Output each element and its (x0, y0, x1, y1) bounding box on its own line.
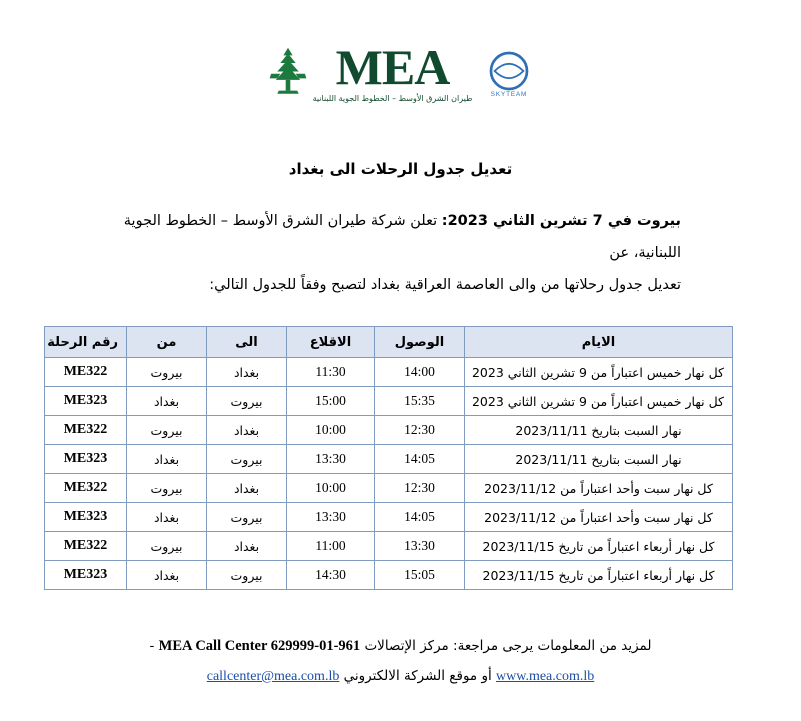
table-row (45, 532, 733, 561)
table-header-row (45, 327, 733, 358)
mea-logo (0, 32, 801, 112)
footer-contact-suffix: - (149, 638, 159, 654)
intro-paragraph (120, 205, 681, 301)
cell-departure: 13:30 (287, 445, 375, 474)
cell-from: بيروت (127, 358, 207, 387)
logo-inner (265, 38, 537, 103)
column-header-arrival: الوصول (375, 327, 465, 358)
cell-departure: 15:00 (287, 387, 375, 416)
cell-days: كل نهار خميس اعتباراً من 9 تشرين الثاني 2023 (465, 358, 733, 387)
cell-flight: ME323 (45, 387, 127, 416)
cell-to: بيروت (207, 503, 287, 532)
cell-from: بيروت (127, 416, 207, 445)
cell-flight: ME323 (45, 445, 127, 474)
cell-to: بغداد (207, 532, 287, 561)
footer-callcenter-number: MEA Call Center 629999-01-961 (158, 638, 361, 654)
paragraph-line1: تعلن شركة طيران الشرق الأوسط – الخطوط الجوية اللبنانية، عن (123, 213, 681, 261)
cell-to: بيروت (207, 561, 287, 590)
column-header-departure: الاقلاع (287, 327, 375, 358)
table-row (45, 474, 733, 503)
footer-contact-prefix: لمزيد من المعلومات يرجى مراجعة: مركز الإتصالات (360, 638, 652, 654)
footer-contact-line (60, 632, 741, 660)
cell-days: كل نهار خميس اعتباراً من 9 تشرين الثاني 2023 (465, 387, 733, 416)
cell-to: بيروت (207, 445, 287, 474)
cedar-tree-icon (265, 46, 311, 100)
cell-flight: ME322 (45, 474, 127, 503)
cell-departure: 11:30 (287, 358, 375, 387)
flights-table (44, 326, 733, 590)
cell-departure: 11:00 (287, 532, 375, 561)
logo-brand-text: MEA (335, 38, 450, 95)
cell-departure: 13:30 (287, 503, 375, 532)
paragraph-lead: بيروت في 7 تشرين الثاني 2023: (441, 213, 681, 229)
cell-departure: 10:00 (287, 474, 375, 503)
cell-arrival: 12:30 (375, 416, 465, 445)
column-header-from: من (127, 327, 207, 358)
cell-departure: 10:00 (287, 416, 375, 445)
cell-days: كل نهار سبت وأحد اعتباراً من 2023/11/12 (465, 503, 733, 532)
cell-days: نهار السبت بتاريخ 2023/11/11 (465, 445, 733, 474)
column-header-flight: رقم الرحلة (45, 327, 127, 358)
cell-flight: ME323 (45, 503, 127, 532)
cell-flight: ME322 (45, 532, 127, 561)
table-row (45, 503, 733, 532)
cell-from: بيروت (127, 532, 207, 561)
website-link[interactable]: www.mea.com.lb (496, 669, 595, 684)
table-row (45, 445, 733, 474)
svg-text:SKYTEAM: SKYTEAM (491, 90, 528, 98)
cell-flight: ME323 (45, 561, 127, 590)
flights-table-container (47, 326, 733, 590)
footer-links-separator: أو موقع الشركة الالكتروني (339, 668, 497, 684)
cell-from: بغداد (127, 561, 207, 590)
cell-flight: ME322 (45, 358, 127, 387)
cell-from: بغداد (127, 503, 207, 532)
cell-days: كل نهار أربعاء اعتباراً من تاريخ 2023/11/15 (465, 561, 733, 590)
cell-to: بغداد (207, 474, 287, 503)
cell-from: بغداد (127, 445, 207, 474)
column-header-to: الى (207, 327, 287, 358)
table-row (45, 358, 733, 387)
page-title: تعديل جدول الرحلات الى بغداد (288, 160, 513, 178)
paragraph-line2: تعديل جدول رحلاتها من والى العاصمة العراقية بغداد لتصبح وفقاً للجدول التالي: (209, 277, 681, 293)
footer-links-line (60, 662, 741, 691)
cell-flight: ME322 (45, 416, 127, 445)
cell-arrival: 15:35 (375, 387, 465, 416)
cell-arrival: 14:05 (375, 445, 465, 474)
table-row (45, 387, 733, 416)
cell-to: بغداد (207, 416, 287, 445)
footer (60, 632, 741, 691)
skyteam-icon (482, 44, 536, 98)
cell-from: بيروت (127, 474, 207, 503)
cell-arrival: 14:00 (375, 358, 465, 387)
cell-days: نهار السبت بتاريخ 2023/11/11 (465, 416, 733, 445)
cell-arrival: 12:30 (375, 474, 465, 503)
logo-wordmark (312, 38, 473, 103)
column-header-days: الايام (465, 327, 733, 358)
cell-days: كل نهار أربعاء اعتباراً من تاريخ 2023/11/15 (465, 532, 733, 561)
table-row (45, 416, 733, 445)
table-row (45, 561, 733, 590)
cell-to: بيروت (207, 387, 287, 416)
cell-arrival: 14:05 (375, 503, 465, 532)
cell-from: بغداد (127, 387, 207, 416)
cell-arrival: 15:05 (375, 561, 465, 590)
cell-days: كل نهار سبت وأحد اعتباراً من 2023/11/12 (465, 474, 733, 503)
cell-departure: 14:30 (287, 561, 375, 590)
logo-arabic-subtitle: طيران الشرق الأوسط – الخطوط الجوية اللبنانية (312, 93, 473, 103)
cell-to: بغداد (207, 358, 287, 387)
cell-arrival: 13:30 (375, 532, 465, 561)
email-link[interactable]: callcenter@mea.com.lb (206, 669, 340, 684)
